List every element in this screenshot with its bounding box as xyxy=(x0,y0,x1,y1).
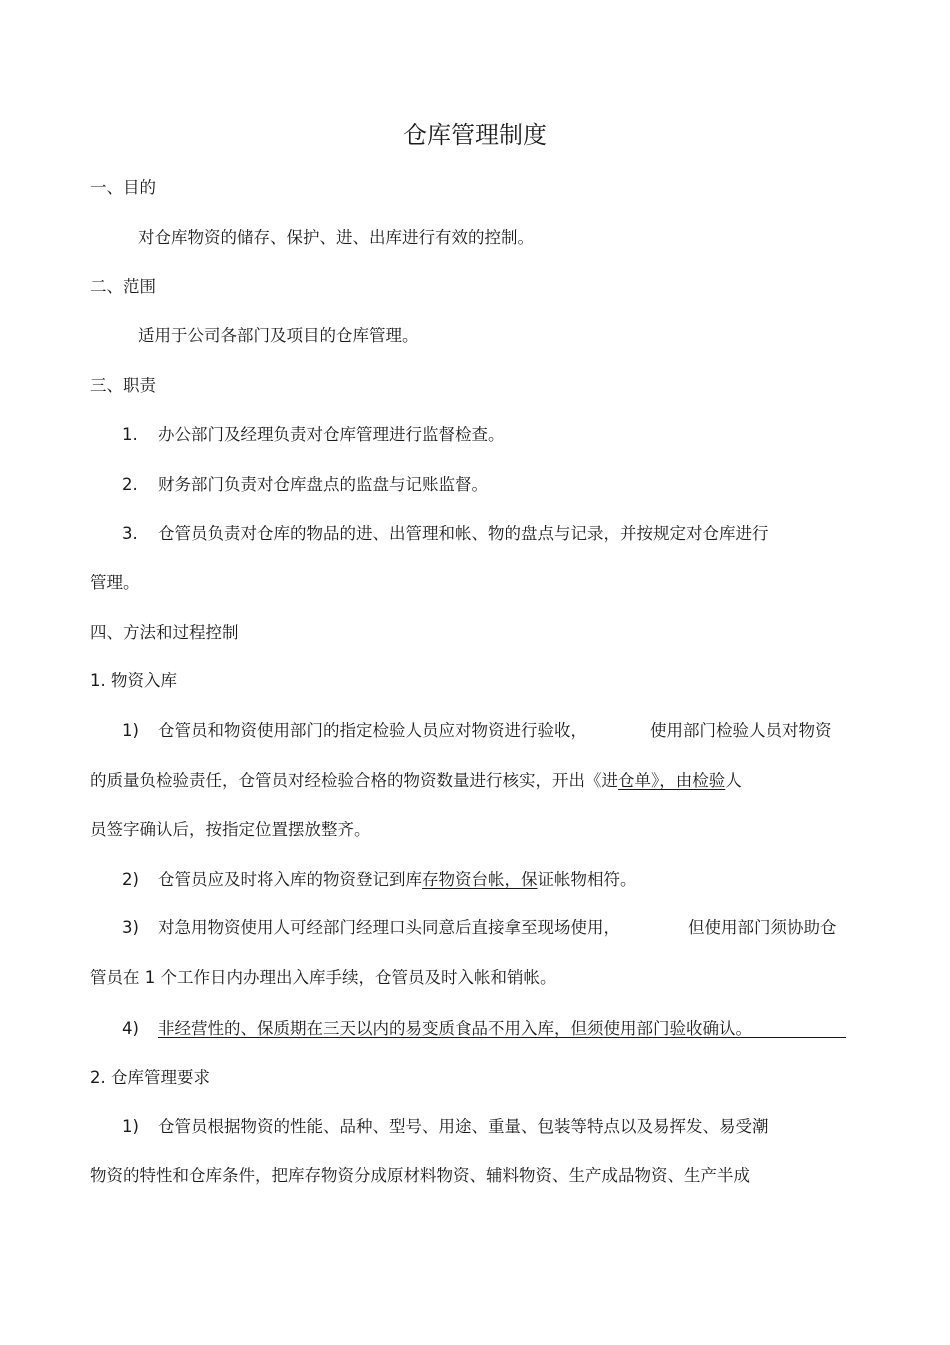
item-text: 对急用物资使用人可经部门经理口头同意后直接拿至现场使用， xyxy=(158,918,620,937)
duty-text: 仓管员负责对仓库的物品的进、出管理和帐、物的盘点与记录，并按规定对仓库进行 xyxy=(158,524,769,543)
subsection-heading-warehouse-requirements: 2. 仓库管理要求 xyxy=(90,1068,210,1087)
item-text-line2 xyxy=(90,771,742,791)
item-text-plain: 的质量负检验责任，仓管员对经检验合格的物资数量进行核实，开出《进 xyxy=(90,771,618,790)
item-text xyxy=(158,870,637,890)
section-heading-scope: 二、范围 xyxy=(90,277,156,296)
item-text: 但使用部门须协助仓 xyxy=(688,918,837,937)
section-heading-purpose: 一、目的 xyxy=(90,178,156,197)
item-text-line2: 管员在 1 个工作日内办理出入库手续，仓管员及时入帐和销帐。 xyxy=(90,968,557,987)
item-number: 1) xyxy=(122,721,139,740)
underline-rule xyxy=(158,1037,846,1038)
item-text-underlined: 存物资台帐，保 xyxy=(422,870,538,889)
item-text-line2: 物资的特性和仓库条件，把库存物资分成原材料物资、辅料物资、生产成品物资、生产半成 xyxy=(90,1166,750,1185)
item-text-plain: 证帐物相符。 xyxy=(537,870,637,889)
scope-text: 适用于公司各部门及项目的仓库管理。 xyxy=(138,326,419,345)
duty-text: 财务部门负责对仓库盘点的监盘与记账监督。 xyxy=(158,475,488,494)
section-heading-duties: 三、职责 xyxy=(90,376,156,395)
duty-number: 2. xyxy=(122,475,138,494)
purpose-text: 对仓库物资的储存、保护、进、出库进行有效的控制。 xyxy=(138,228,534,247)
item-number: 4) xyxy=(122,1019,139,1038)
item-text: 仓管员和物资使用部门的指定检验人员应对物资进行验收， xyxy=(158,721,587,740)
page-title: 仓库管理制度 xyxy=(403,121,547,149)
subsection-heading-receiving: 1. 物资入库 xyxy=(90,671,177,690)
item-number: 2) xyxy=(122,870,139,889)
section-heading-methods: 四、方法和过程控制 xyxy=(90,623,239,642)
item-text-plain: 仓管员应及时将入库的物资登记到库 xyxy=(158,870,422,889)
item-text-underlined: 非经营性的、保质期在三天以内的易变质食品不用入库，但须使用部门验收确认。 xyxy=(158,1019,752,1038)
item-text: 使用部门检验人员对物资 xyxy=(650,721,832,740)
item-text-underlined: 仓单》，由检验 xyxy=(618,771,726,790)
duty-number: 1. xyxy=(122,425,138,444)
duty-text: 办公部门及经理负责对仓库管理进行监督检查。 xyxy=(158,425,505,444)
duty-number: 3. xyxy=(122,524,138,543)
item-text: 仓管员根据物资的性能、品种、型号、用途、重量、包装等特点以及易挥发、易受潮 xyxy=(158,1117,769,1136)
item-text-plain: 人 xyxy=(725,771,742,790)
duty-text-continued: 管理。 xyxy=(90,573,140,592)
item-number: 3) xyxy=(122,918,139,937)
item-number: 1) xyxy=(122,1117,139,1136)
item-text-line3: 员签字确认后，按指定位置摆放整齐。 xyxy=(90,820,371,839)
